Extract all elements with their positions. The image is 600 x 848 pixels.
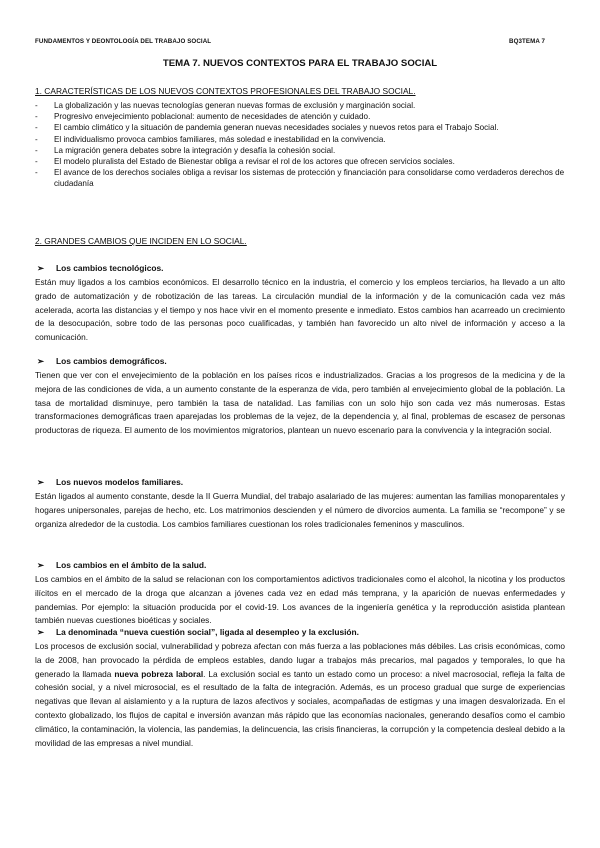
subsection-text: Los cambios en el ámbito de la salud se relacionan con los comportamientos adictivos tradicionales como el alcohol, la nicotina y los productos ilícitos en el mercado de la droga que alcanzan a jóvenes cada vez en edad más temprana, y la aparición de nuevas enfermedades y pandemias. Por ejemplo: la situación producida por el covid-19. Los avances de la ingeniería genética y la reproducción asistida plantean también nuevas cuestiones bioéticas y sociales. [35,574,565,626]
highlight-term: nueva pobreza laboral [114,668,204,679]
arrow-bullet-icon: ➢ [37,263,45,273]
list-item: - La globalización y las nuevas tecnologías generan nuevas formas de exclusión y marginación social. [35,101,416,110]
subsection-title: ➢ Los cambios tecnológicos. [37,263,164,273]
subsection-demography [35,356,565,438]
list-item: - Progresivo envejecimiento poblacional: aumento de necesidades de atención y cuidado. [35,112,371,122]
list-item: - La migración genera debates sobre la integración y desafía la cohesión social. [35,145,336,155]
section-1-heading: 1. CARACTERÍSTICAS DE LOS NUEVOS CONTEXTOS PROFESIONALES DEL TRABAJO SOCIAL. [35,86,416,96]
subsection-text: Los procesos de exclusión social, vulnerabilidad y pobreza afectan con más fuerza a las poblaciones más débiles. Las crisis económicas, como la de 2008, han provocado la pérdida de empleos estables, dando lugar a trabajos más precarios, mal pagados y temporales, lo que ha generado la llamada nueva pobreza laboral. La exclusión social es tanto un estado como un proceso: a nivel macrosocial, refleja la falta de cohesión social, y a nivel microsocial, es el resultado de la falta de integración. Además, es un proceso gradual que surge de experiencias negativas que llevan al aislamiento y a la ruptura de lazos afectivos y sociales, acompañadas de estigmas y una imagen desvalorizada. En el contexto globalizado, los flujos de capital e inversión avanzan más rápido que las economías nacionales, generando desafíos como el cambio climático, la contaminación, la violencia, las pandemias, la delincuencia, las crisis financieras, la corrupción y la competencia desleal debido a la movilidad de las empresas a nivel mundial. [35,641,565,748]
arrow-bullet-icon: ➢ [37,356,45,366]
arrow-bullet-icon: ➢ [37,560,45,570]
arrow-bullet-icon: ➢ [37,627,45,637]
header-unit-label: BQ3TEMA 7 [509,38,546,45]
subsection-title: ➢ Los cambios en el ámbito de la salud. [37,560,207,570]
subsection-text: Tienen que ver con el envejecimiento de la población en los países ricos e industrializados. Gracias a los progresos de la medicina y de la mejora de las condiciones de vida, a un aumento constante de la esperanza de vida, pero también al envejecimiento global de la población. La tasa de mortalidad disminuye, pero también la tasa de natalidad. Las familias con un solo hijo son cada vez más numerosas. Estas transformaciones demográficas traen aparejadas los problemas de la vejez, de la dependencia y, al final, problemas de escasez de personas productoras de riqueza. El aumento de los movimientos migratorios, plantean un nuevo escenario para la convivencia y la integración social. [35,370,565,436]
subsection-title: ➢ Los nuevos modelos familiares. [37,477,184,487]
subsection-family [35,477,565,531]
subsection-text: Están ligados al aumento constante, desde la II Guerra Mundial, del trabajo asalariado de las mujeres: aumentan las familias monoparentales y hogares unipersonales, parejas de hecho, etc. Los matrimonios descienden y el número de divorcios aumenta. La familia se “recompone” y se organiza alrededor de la custodia. Los cambios familiares cuestionan los roles tradicionales femeninos y masculinos. [35,491,565,529]
header-course-title: FUNDAMENTOS Y DEONTOLOGÍA DEL TRABAJO SOCIAL [35,38,212,45]
section-2-heading: 2. GRANDES CAMBIOS QUE INCIDEN EN LO SOCIAL. [35,236,247,246]
subsection-social-question [35,627,565,750]
list-item: - El cambio climático y la situación de pandemia generan nuevas necesidades sociales y nuevos retos para el Trabajo Social. [35,123,499,133]
section-1-list [35,100,565,190]
list-item: - El modelo pluralista del Estado de Bienestar obliga a revisar el rol de los actores que ofrecen servicios sociales. [35,157,455,167]
list-item: - El avance de los derechos sociales obliga a revisar los sistemas de protección y financiación para consolidarse como verdaderos derechos de ciudadanía [35,168,565,189]
subsection-title: ➢ La denominada “nueva cuestión social”, ligada al desempleo y la exclusión. [37,627,359,637]
arrow-bullet-icon: ➢ [37,477,45,487]
subsection-text: Están muy ligados a los cambios económicos. El desarrollo técnico en la industria, el comercio y los empleos terciarios, ha llevado a un alto grado de automatización y de robotización de las tareas. La circulación mundial de la información y de la comunicación cada vez más acelerada, acorta las distancias y el tiempo y nos hace vivir en el momento presente e inmediato. Estos cambios han acarreado un crecimiento de la desocupación, sobre todo de las personas poco cualificadas, y también han favorecido un alto nivel de información y acceso a la comunicación. [35,277,565,343]
subsection-health [35,560,565,628]
subsection-technology [35,263,565,345]
subsection-title: ➢ Los cambios demográficos. [37,356,167,366]
page-title: TEMA 7. NUEVOS CONTEXTOS PARA EL TRABAJO SOCIAL [162,58,438,69]
list-item: - El individualismo provoca cambios familiares, más soledad e inestabilidad en la convivencia. [35,134,386,144]
